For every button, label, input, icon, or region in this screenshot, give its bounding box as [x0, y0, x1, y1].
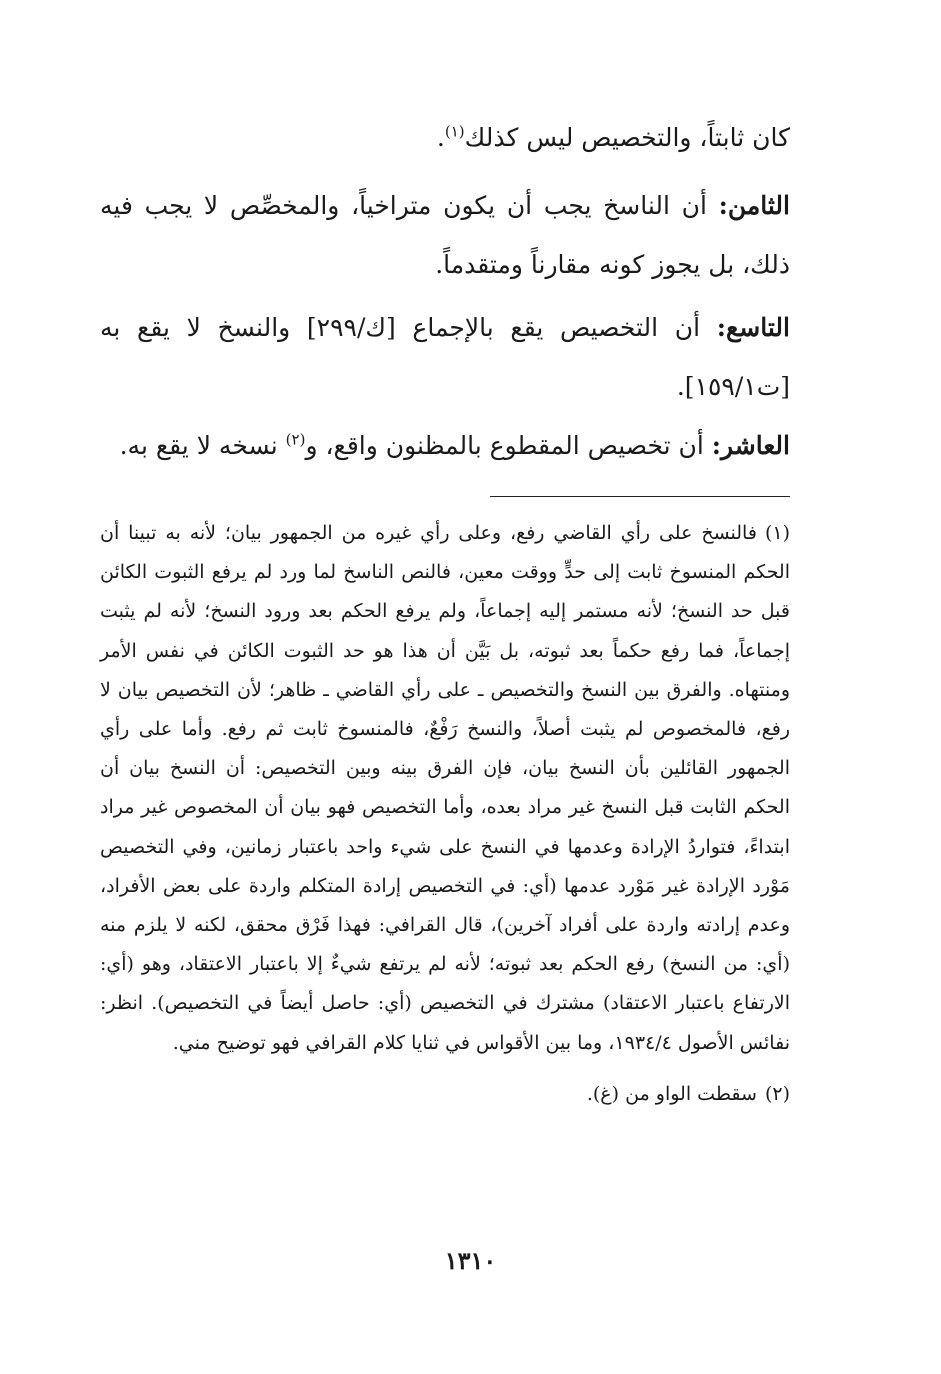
footnote-ref[interactable]: (٢) — [285, 430, 306, 449]
footnote-number: (١) — [764, 522, 790, 544]
paragraph-text: أن تخصيص المقطوع بالمظنون واقع، و — [305, 431, 712, 460]
footnote-2 — [100, 1075, 790, 1114]
paragraph-continued — [100, 108, 790, 167]
paragraph-label: العاشر: — [711, 431, 790, 460]
paragraph-text: أن الناسخ يجب أن يكون متراخياً، والمخصِّص لا يجب فيه ذلك، بل يجوز كونه مقارناً ومتقدماً. — [100, 191, 790, 279]
footnote-number: (٢) — [764, 1082, 790, 1105]
paragraph-text: كان ثابتاً، والتخصيص ليس كذلك — [464, 123, 790, 152]
page-number: ١٣١٠ — [444, 1246, 497, 1275]
paragraph-label: التاسع: — [716, 313, 790, 342]
footnote-text: فالنسخ على رأي القاضي رفع، وعلى رأي غيره من الجمهور بيان؛ لأنه به تبينا أن الحكم المنسوخ ثابت إلى حدٍّ ووقت معين، فالنص الناسخ لما ورد لم يرفع الثبوت الكائن قبل حد النسخ؛ لأنه مستمر إليه إجماعاً، ولم يرفع الحكم بعد ورود النسخ؛ لأنه لم يثبت إجماعاً، فما رفع حكماً بعد ثبوته، بل بَيَّن أن هذا هو حد الثبوت الكائن في نفس الأمر ومنتهاه. والفرق بين النسخ والتخصيص ـ على رأي القاضي ـ ظاهر؛ لأن التخصيص بيان لا رفع، فالمخصوص لم يثبت أصلاً، والنسخ رَفْعٌ، فالمنسوخ ثابت ثم رفع. وأما على رأي الجمهور القائلين بأن النسخ بيان، فإن الفرق بينه وبين التخصيص: أن النسخ بيان أن الحكم الثابت قبل النسخ غير مراد بعده، وأما التخصيص فهو بيان أن المخصوص غير مراد ابتداءً، فتواردُ الإرادة وعدمها في النسخ على شيء واحد باعتبار زمانين، وفي التخصيص مَوْرد الإرادة غير مَوْرد عدمها (أي: في التخصيص إرادة المتكلم واردة على بعض الأفراد، وعدم إرادته واردة على أفراد آخرين)، قال القرافي: فهذا فَرْق محقق، لكنه لا يلزم منه (أي: من النسخ) رفع الحكم بعد ثبوته؛ لأنه لم يرتفع شيءٌ إلا باعتبار الاعتقاد، وهو (أي: الارتفاع باعتبار الاعتقاد) مشترك في التخصيص (أي: حاصل أيضاً في التخصيص). انظر: نفائس الأصول ١٩٣٤/٤، وما بين الأقواس في ثنايا كلام القرافي فهو توضيح مني. — [100, 522, 790, 1054]
footnote-text: سقطت الواو من (غ). — [586, 1082, 757, 1105]
footnote-1 — [100, 514, 790, 1063]
paragraph-end: . — [436, 123, 445, 152]
paragraph-text: أن التخصيص يقع بالإجماع [ك/٢٩٩] والنسخ لا يقع به [ت١٥٩/١]. — [100, 313, 790, 401]
footnotes — [100, 514, 790, 1114]
footnote-separator — [490, 496, 790, 497]
paragraph-eighth — [100, 176, 790, 294]
footnote-ref[interactable]: (١) — [444, 122, 465, 141]
paragraph-label: الثامن: — [718, 191, 790, 220]
paragraph-text: نسخه لا يقع به. — [119, 431, 286, 460]
paragraph-tenth — [100, 416, 790, 475]
paragraph-ninth — [100, 298, 790, 416]
